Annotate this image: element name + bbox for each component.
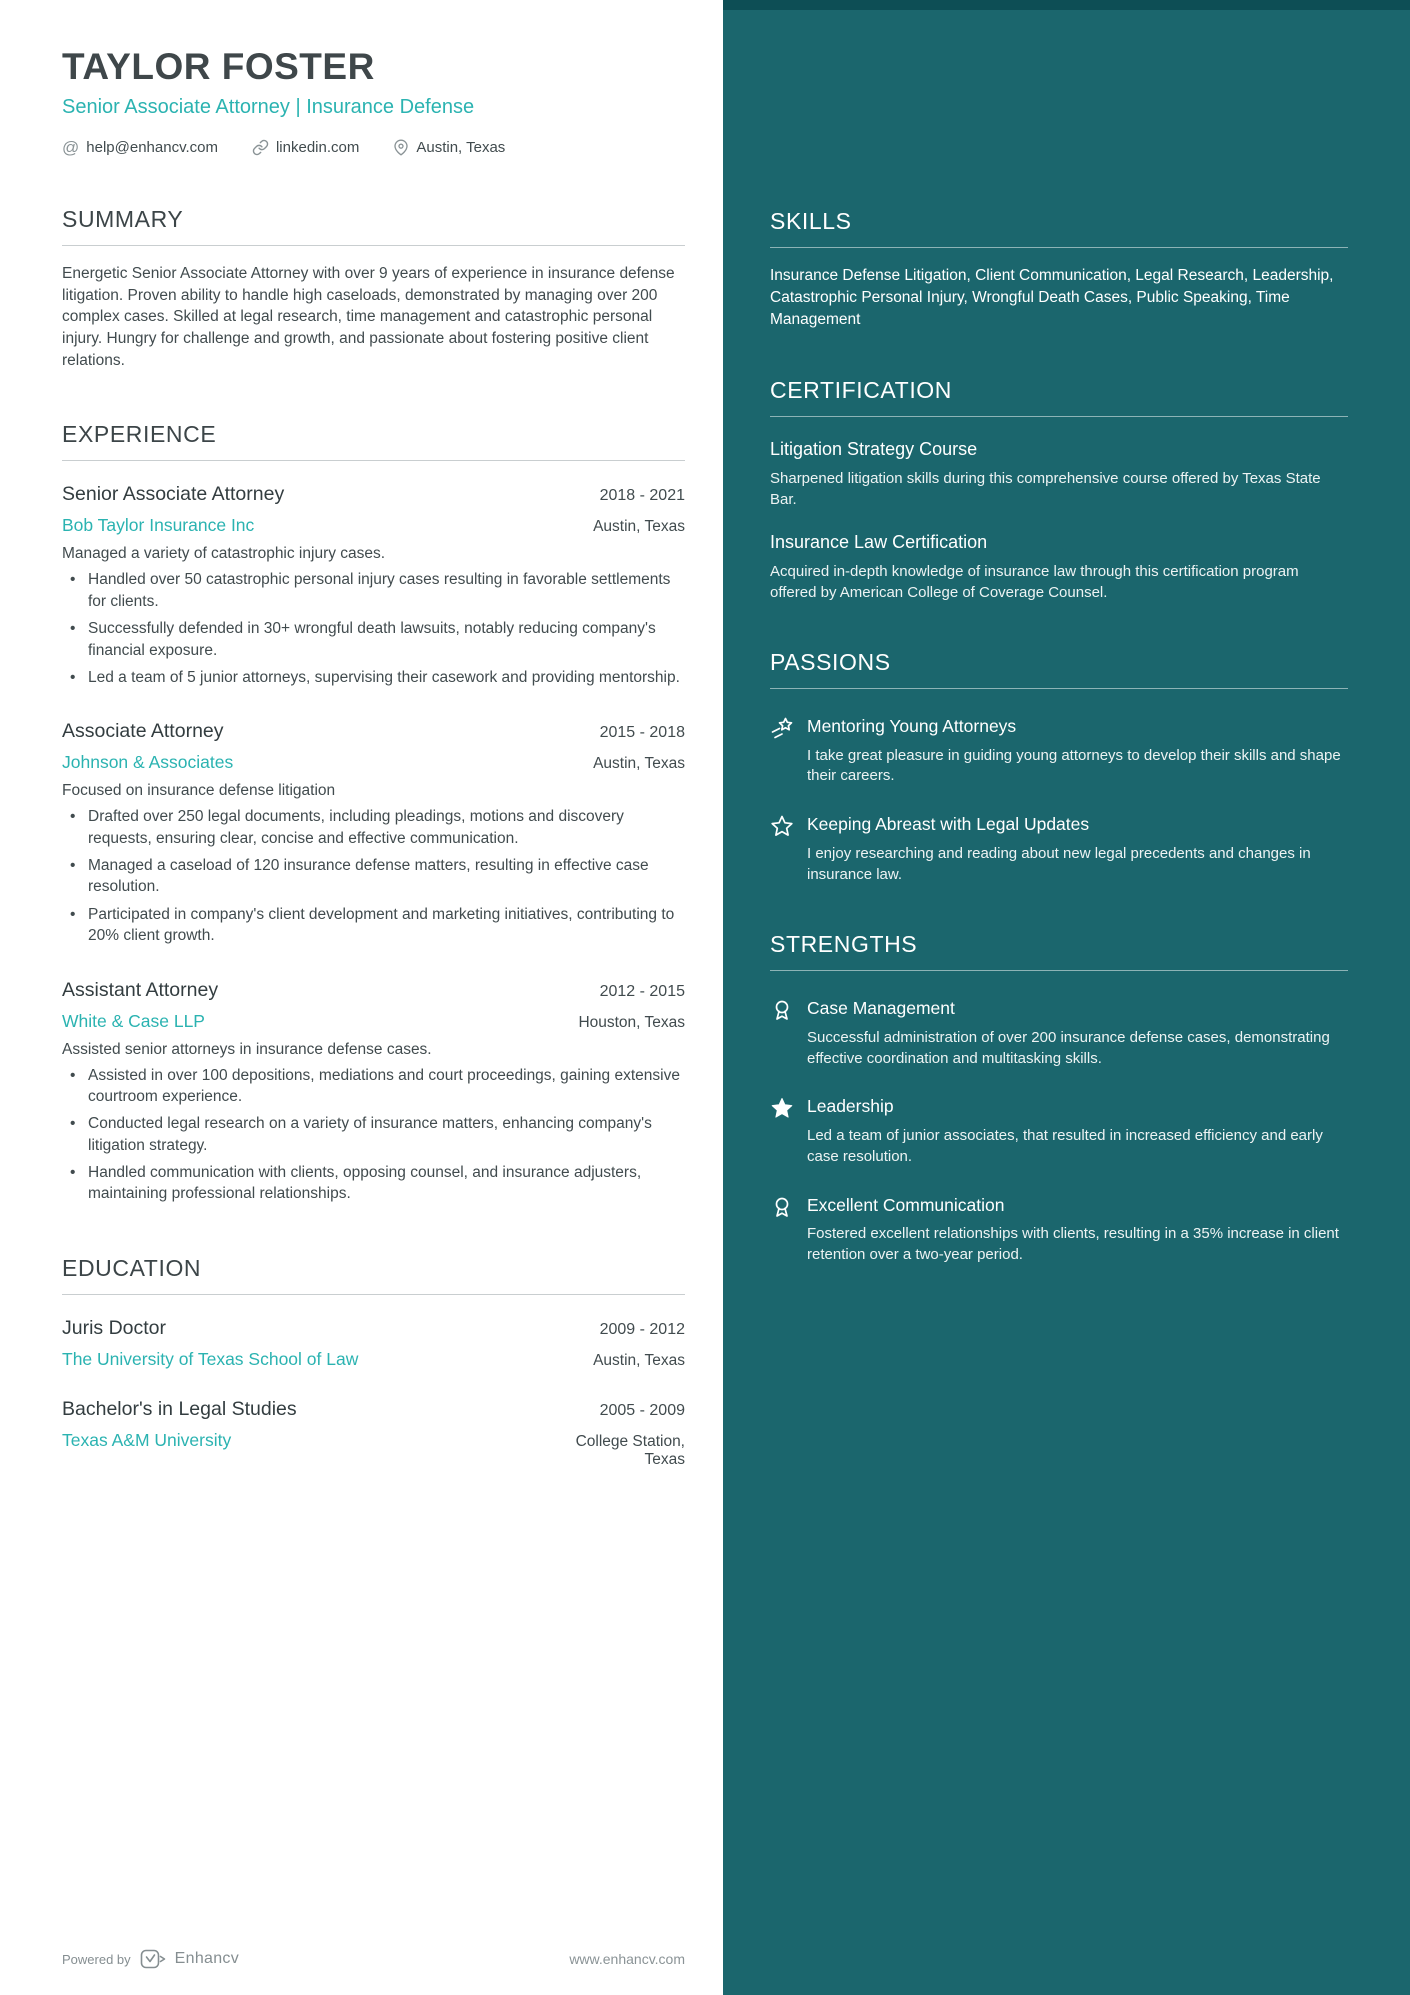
job-bullet: • Led a team of 5 junior attorneys, supervising their casework and providing mentorship. xyxy=(62,667,685,688)
certification-description: Acquired in-depth knowledge of insurance law through this certification program offered by American College of Coverage Counsel. xyxy=(770,563,1299,601)
job-summary: Managed a variety of catastrophic injury cases. xyxy=(62,545,386,563)
job-summary: Assisted senior attorneys in insurance defense cases. xyxy=(62,1040,432,1058)
page-footer xyxy=(62,1949,685,1969)
job-title-row xyxy=(62,979,685,1002)
location-item xyxy=(393,139,505,156)
strength-item-body xyxy=(807,1194,1348,1266)
summary-text: Energetic Senior Associate Attorney with over 9 years of experience in insurance defense litigation. Proven ability to handle high caseloads, demonstrated by managing over 200 complex cases. Skilled at legal research, time management and catastrophic personal injury. Hungry for challenge and growth, and passionate about fostering positive client relations. xyxy=(62,265,675,369)
certification-heading: CERTIFICATION xyxy=(770,377,1348,417)
job-company: White & Case LLP xyxy=(62,1010,205,1031)
degree-dates: 2005 - 2009 xyxy=(599,1401,685,1419)
certification-section xyxy=(770,377,1348,603)
job-company-row xyxy=(62,752,685,773)
contact-row xyxy=(62,139,685,156)
strengths-heading: STRENGTHS xyxy=(770,931,1348,971)
person-name: TAYLOR FOSTER xyxy=(62,46,375,87)
school-row xyxy=(62,1349,685,1370)
skills-heading: SKILLS xyxy=(770,208,1348,248)
degree-title: Juris Doctor xyxy=(62,1316,167,1339)
job-bullet: • Conducted legal research on a variety of insurance matters, enhancing company's litigation strategy. xyxy=(62,1113,685,1156)
job-bullet: • Participated in company's client development and marketing initiatives, contributing to 20% client growth. xyxy=(62,904,685,947)
certification-item xyxy=(770,532,1348,603)
job-company-row xyxy=(62,515,685,536)
degree-row xyxy=(62,1317,685,1340)
job-dates: 2012 - 2015 xyxy=(599,982,685,1000)
job-bullet: • Successfully defended in 30+ wrongful death lawsuits, notably reducing company's financial exposure. xyxy=(62,618,685,661)
education-item xyxy=(62,1317,685,1370)
strength-description: Successful administration of over 200 insurance defense cases, demonstrating effective coordination and multitasking skills. xyxy=(807,1029,1330,1067)
job-bullet: • Assisted in over 100 depositions, mediations and court proceedings, gaining extensive courtroom experience. xyxy=(62,1065,685,1108)
school-location: College Station, Texas xyxy=(575,1432,685,1468)
resume-header xyxy=(62,46,685,156)
link-icon xyxy=(252,139,269,156)
strengths-section xyxy=(770,931,1348,1265)
job-title-row xyxy=(62,720,685,743)
passion-description: I take great pleasure in guiding young attorneys to develop their skills and shape their careers. xyxy=(807,746,1341,785)
job-bullet: • Handled over 50 catastrophic personal injury cases resulting in favorable settlements for clients. xyxy=(62,569,685,612)
certification-item xyxy=(770,439,1348,510)
medal-icon xyxy=(770,998,794,1022)
job-bullets xyxy=(62,1065,685,1205)
enhancv-site-link[interactable]: www.enhancv.com xyxy=(569,1951,685,1967)
experience-item xyxy=(62,483,685,688)
strength-description: Fostered excellent relationships with clients, resulting in a 35% increase in client retention over a two-year period. xyxy=(807,1225,1339,1263)
degree-row xyxy=(62,1398,685,1421)
enhancv-logo-icon xyxy=(140,1949,166,1969)
job-title: Senior Associate Attorney xyxy=(62,483,285,506)
school-row xyxy=(62,1430,685,1469)
strength-title: Leadership xyxy=(807,1096,894,1117)
passion-description: I enjoy researching and reading about new legal precedents and changes in insurance law. xyxy=(807,844,1311,883)
passion-item xyxy=(770,715,1348,787)
location-icon xyxy=(393,139,409,156)
school-location: Austin, Texas xyxy=(593,1351,685,1369)
passion-item-body xyxy=(807,813,1348,885)
main-column xyxy=(62,0,685,1469)
job-title: Associate Attorney xyxy=(62,720,224,743)
strength-title: Case Management xyxy=(807,998,955,1019)
strength-item-body xyxy=(807,1095,1348,1167)
passions-section xyxy=(770,649,1348,885)
enhancv-brand-text: Enhancv xyxy=(174,1950,240,1967)
summary-heading: SUMMARY xyxy=(62,206,685,246)
job-title-row xyxy=(62,483,685,506)
job-summary: Focused on insurance defense litigation xyxy=(62,782,336,800)
email-link[interactable] xyxy=(62,139,218,156)
job-bullet: • Drafted over 250 legal documents, including pleadings, motions and discovery requests, ensuring clear, concise and effective communication. xyxy=(62,806,685,849)
medal-icon xyxy=(770,1195,794,1219)
certification-description: Sharpened litigation skills during this comprehensive course offered by Texas State Bar. xyxy=(770,470,1321,508)
linkedin-link[interactable] xyxy=(252,139,359,156)
passion-title: Mentoring Young Attorneys xyxy=(807,716,1017,736)
person-headline: Senior Associate Attorney | Insurance Defense xyxy=(62,96,475,118)
powered-by xyxy=(62,1949,239,1969)
passion-item-body xyxy=(807,715,1348,787)
strength-title: Excellent Communication xyxy=(807,1194,1005,1215)
job-dates: 2018 - 2021 xyxy=(599,487,685,505)
job-dates: 2015 - 2018 xyxy=(599,724,685,742)
job-bullet: • Managed a caseload of 120 insurance defense matters, resulting in effective case resolution. xyxy=(62,855,685,898)
job-bullets xyxy=(62,806,685,946)
strength-item-body xyxy=(807,997,1348,1069)
skills-section xyxy=(770,208,1348,331)
sidebar-content xyxy=(723,0,1410,1266)
star-icon xyxy=(770,1096,794,1120)
email-text: help@enhancv.com xyxy=(86,139,218,156)
linkedin-text: linkedin.com xyxy=(275,139,360,156)
strength-item xyxy=(770,997,1348,1069)
experience-item xyxy=(62,979,685,1205)
degree-title: Bachelor's in Legal Studies xyxy=(62,1397,297,1420)
powered-by-label: Powered by xyxy=(62,1951,131,1967)
strength-item xyxy=(770,1194,1348,1266)
sidebar-top-band xyxy=(723,0,1410,10)
job-company: Bob Taylor Insurance Inc xyxy=(62,515,255,536)
job-location: Austin, Texas xyxy=(593,518,685,536)
certification-title: Insurance Law Certification xyxy=(770,532,988,552)
experience-section xyxy=(62,421,685,1204)
school-name: Texas A&M University xyxy=(62,1429,232,1450)
job-company: Johnson & Associates xyxy=(62,752,234,773)
job-location: Houston, Texas xyxy=(578,1013,685,1031)
certification-title: Litigation Strategy Course xyxy=(770,439,978,459)
education-heading: EDUCATION xyxy=(62,1255,685,1295)
shooting-star-icon xyxy=(770,716,794,740)
passion-item xyxy=(770,813,1348,885)
experience-item xyxy=(62,720,685,946)
location-text: Austin, Texas xyxy=(416,139,506,156)
strength-description: Led a team of junior associates, that resulted in increased efficiency and early case resolution. xyxy=(807,1127,1323,1165)
job-location: Austin, Texas xyxy=(593,755,685,773)
education-section xyxy=(62,1255,685,1469)
strength-item xyxy=(770,1095,1348,1167)
job-bullets xyxy=(62,569,685,688)
passion-title: Keeping Abreast with Legal Updates xyxy=(807,814,1090,835)
summary-section xyxy=(62,206,685,371)
job-company-row xyxy=(62,1011,685,1032)
passions-heading: PASSIONS xyxy=(770,649,1348,689)
skills-text: Insurance Defense Litigation, Client Communication, Legal Research, Leadership, Catastrophic Personal Injury, Wrongful Death Cases, Public Speaking, Time Management xyxy=(770,267,1334,328)
experience-heading: EXPERIENCE xyxy=(62,421,685,461)
degree-dates: 2009 - 2012 xyxy=(599,1320,685,1338)
star-outline-icon xyxy=(770,814,794,838)
school-name: The University of Texas School of Law xyxy=(62,1348,359,1369)
at-icon: @ xyxy=(62,138,80,157)
job-title: Assistant Attorney xyxy=(62,978,219,1001)
job-bullet: • Handled communication with clients, opposing counsel, and insurance adjusters, maintaining professional relationships. xyxy=(62,1162,685,1205)
education-item xyxy=(62,1398,685,1469)
sidebar xyxy=(723,0,1410,1995)
